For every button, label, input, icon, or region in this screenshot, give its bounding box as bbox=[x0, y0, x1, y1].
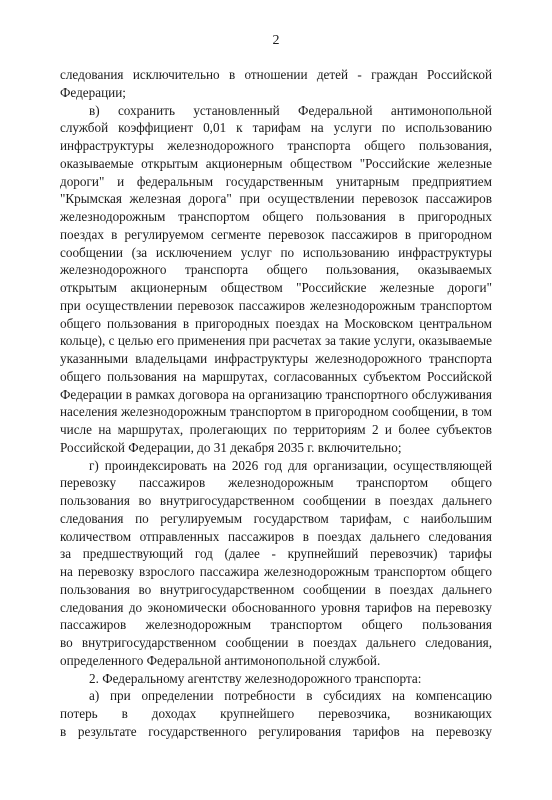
text-line: инфраструктуры железнодорожного транспорта общего пользования, bbox=[60, 138, 492, 153]
text-line: а) при определении потребности в субсидиях на компенсацию bbox=[89, 688, 492, 704]
text-line: Федерации в рамках договора на организацию транспортного обслуживания bbox=[60, 386, 492, 402]
paragraph-item-v bbox=[60, 102, 492, 457]
document-body bbox=[60, 66, 492, 741]
paragraph-item-a bbox=[60, 687, 492, 740]
text-line: 2. Федеральному агентству железнодорожного транспорта: bbox=[89, 670, 422, 686]
paragraph-item-g bbox=[60, 457, 492, 670]
text-line: общего пользования в пригородных поездах на Московском центральном bbox=[60, 315, 492, 331]
text-line: количеством отправленных пассажиров в поездах дальнего следования bbox=[60, 528, 492, 544]
text-line: следования исключительно в отношении детей - граждан Российской bbox=[60, 67, 492, 82]
text-line: Федерации; bbox=[60, 84, 126, 100]
text-line: на перевозку взрослого пассажира железнодорожным транспортом общего bbox=[60, 564, 492, 579]
text-line: за предшествующий год (далее - крупнейший перевозчик) тарифы bbox=[60, 546, 492, 562]
text-line: дороги" и федеральным государственным унитарным предприятием bbox=[60, 173, 492, 189]
text-line: общего пользования на маршрутах, согласованных субъектом Российской bbox=[60, 368, 492, 384]
text-line: железнодорожным транспортом общего пользования в пригородных bbox=[60, 209, 492, 224]
text-line: следования по регулируемым государством тарифам, с наибольшим bbox=[60, 510, 492, 526]
text-line: службой коэффициент 0,01 к тарифам на услуги по использованию bbox=[60, 120, 492, 136]
text-line: поездах в регулируемом сегменте перевозок пассажиров в пригородном bbox=[60, 226, 492, 242]
text-line: числе на маршрутах, пролегающих по территориям 2 и более субъектов bbox=[60, 422, 492, 437]
text-line: перевозку пассажиров железнодорожным транспортом общего bbox=[60, 475, 492, 491]
text-line: населения железнодорожным транспортом в пригородном сообщении, в том bbox=[60, 404, 492, 420]
text-line: кольце), с целью его применения при расчетах за такие услуги, оказываемые bbox=[60, 333, 492, 349]
paragraph-section-2 bbox=[60, 670, 492, 688]
text-line: в) сохранить установленный Федеральной антимонопольной bbox=[89, 102, 492, 118]
page-number: 2 bbox=[272, 33, 280, 48]
text-line: пассажиров железнодорожным транспортом общего пользования bbox=[60, 617, 492, 633]
text-line: в результате государственного регулирования тарифов на перевозку bbox=[60, 723, 492, 739]
paragraph-continuation bbox=[60, 66, 492, 102]
text-line: во внутригосударственном сообщении в поездах дальнего следования, bbox=[60, 635, 492, 650]
text-line: оказываемые открытым акционерным обществом "Российские железные bbox=[60, 155, 492, 171]
text-line: потерь в доходах крупнейшего перевозчика, возникающих bbox=[60, 706, 492, 721]
text-line: при осуществлении перевозок пассажиров железнодорожным транспортом bbox=[60, 297, 492, 313]
text-line: Российской Федерации, до 31 декабря 2035 г. включительно; bbox=[60, 439, 402, 455]
text-line: пользования во внутригосударственном сообщении в поездах дальнего bbox=[60, 493, 492, 508]
text-line: "Крымская железная дорога" при осуществлении перевозок пассажиров bbox=[60, 191, 492, 207]
text-line: железнодорожного транспорта общего пользования, оказываемых bbox=[60, 262, 492, 278]
text-line: открытым акционерным обществом "Российские железные дороги" bbox=[60, 280, 492, 295]
text-line: сообщении (за исключением услуг по использованию инфраструктуры bbox=[60, 244, 492, 260]
text-line: следования до экономически обоснованного уровня тарифов на перевозку bbox=[60, 599, 492, 615]
text-line: указанными владельцами инфраструктуры железнодорожного транспорта bbox=[60, 351, 492, 366]
text-line: определенного Федеральной антимонопольной службой. bbox=[60, 652, 381, 668]
text-line: г) проиндексировать на 2026 год для организации, осуществляющей bbox=[89, 457, 492, 473]
text-line: пользования во внутригосударственном сообщении в поездах дальнего bbox=[60, 581, 492, 597]
